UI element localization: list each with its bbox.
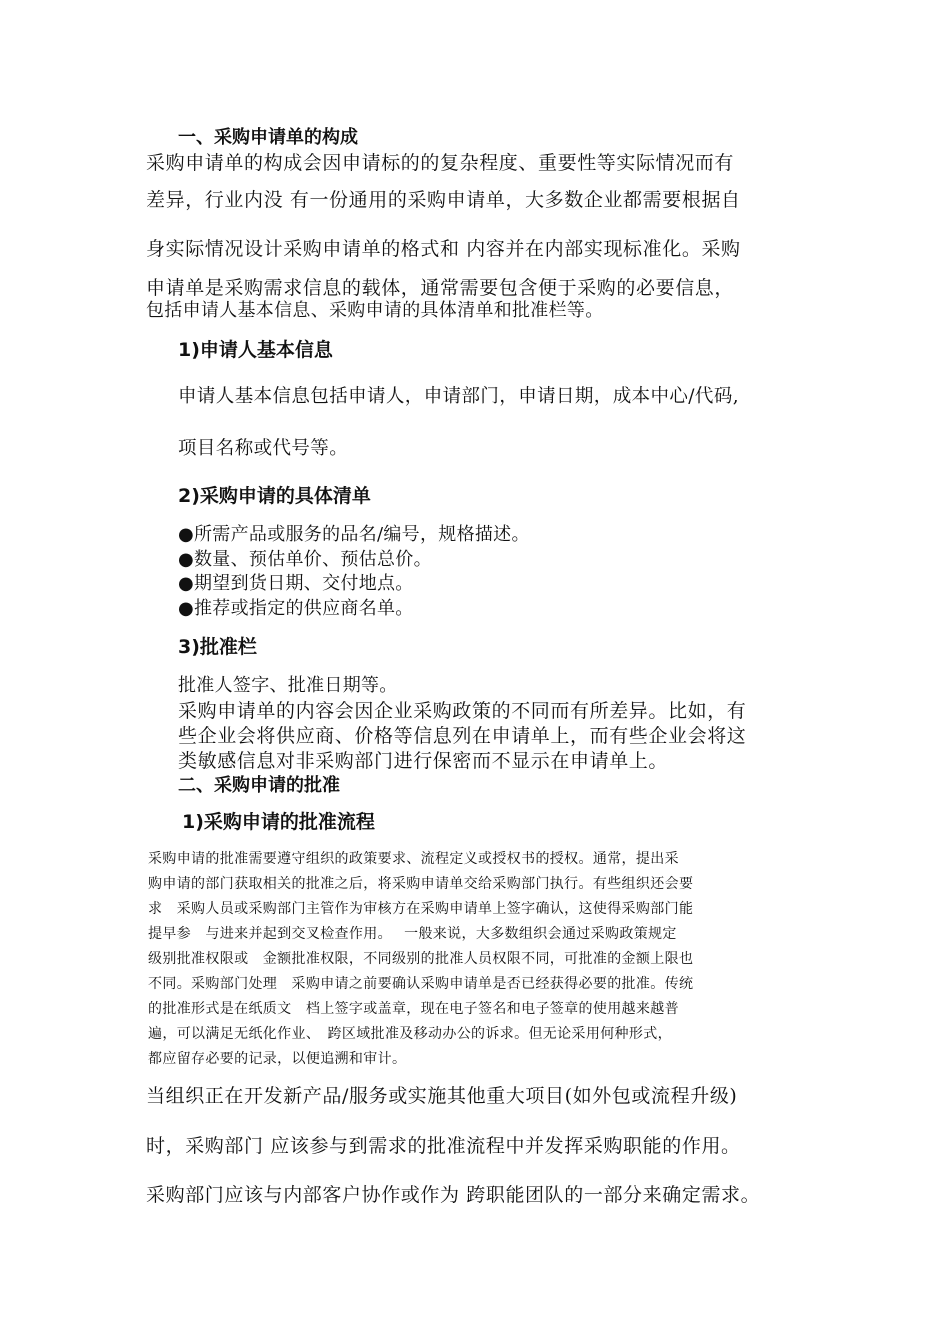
section1-intro-line-4: 申请单是采购需求信息的载体，通常需要包含便于采购的必要信息，	[146, 277, 735, 299]
process-text-line-8: 遍，可以满足无纸化作业、 跨区域批准及移动办公的诉求。但无论采用何种形式，	[148, 1026, 672, 1042]
subsection-applicant-heading: 1)申请人基本信息	[178, 339, 333, 361]
applicant-info-line-1: 申请人基本信息包括申请人，申请部门，申请日期，成本中心/代码,	[178, 386, 740, 407]
approval-line-3: 些企业会将供应商、价格等信息列在申请单上，而有些企业会将这	[178, 725, 747, 747]
bullet-item: ●推荐或指定的供应商名单。	[178, 598, 414, 619]
section1-intro-line-3: 身实际情况设计采购申请单的格式和 内容并在内部实现标准化。采购	[146, 238, 741, 260]
bullet-item: ●期望到货日期、交付地点。	[178, 573, 414, 594]
subsection-list-heading: 2)采购申请的具体清单	[178, 485, 371, 507]
process-text-line-6: 不同。采购部门处理 采购申请之前要确认采购申请单是否已经获得必要的批准。传统	[148, 976, 694, 992]
process-text-line-5: 级别批准权限或 金额批准权限，不同级别的批准人员权限不同，可批准的金额上限也	[148, 951, 694, 967]
applicant-info-line-2: 项目名称或代号等。	[178, 438, 349, 459]
section1-heading: 一、采购申请单的构成	[178, 127, 358, 148]
process-text-line-9: 都应留存必要的记录，以便追溯和审计。	[148, 1051, 407, 1067]
closing-line-2: 时，采购部门 应该参与到需求的批准流程中并发挥采购职能的作用。	[146, 1135, 741, 1157]
bullet-item: ●所需产品或服务的品名/编号，规格描述。	[178, 524, 530, 545]
process-text-line-4: 提早参 与进来并起到交叉检查作用。 一般来说，大多数组织会通过采购政策规定	[148, 926, 677, 942]
process-text-line-1: 采购申请的批准需要遵守组织的政策要求、流程定义或授权书的授权。通常，提出采	[148, 851, 679, 867]
section1-intro-line-2: 差异，行业内没 有一份通用的采购申请单，大多数企业都需要根据自	[146, 189, 741, 211]
subsection-approval-heading: 3)批准栏	[178, 636, 257, 658]
closing-line-1: 当组织正在开发新产品/服务或实施其他重大项目(如外包或流程升级)	[146, 1085, 738, 1107]
approval-line-1: 批准人签字、批准日期等。	[178, 675, 398, 696]
process-text-line-3: 求 采购人员或采购部门主管作为审核方在采购申请单上签字确认，这使得采购部门能	[148, 901, 694, 917]
approval-line-2: 采购申请单的内容会因企业采购政策的不同而有所差异。比如，有	[178, 700, 747, 722]
section1-intro-line-5: 包括申请人基本信息、采购申请的具体清单和批准栏等。	[146, 300, 604, 321]
approval-line-4: 类敏感信息对非采购部门进行保密而不显示在申请单上。	[178, 750, 669, 772]
process-text-line-2: 购申请的部门获取相关的批准之后，将采购申请单交给采购部门执行。有些组织还会要	[148, 876, 694, 892]
section1-intro-line-1: 采购申请单的构成会因申请标的的复杂程度、重要性等实际情况而有	[146, 152, 735, 174]
closing-line-3: 采购部门应该与内部客户协作或作为 跨职能团队的一部分来确定需求。	[146, 1184, 761, 1206]
process-text-line-7: 的批准形式是在纸质文 档上签字或盖章，现在电子签名和电子签章的使用越来越普	[148, 1001, 679, 1017]
bullet-item: ●数量、预估单价、预估总价。	[178, 549, 432, 570]
subsection-approval-process-heading: 1)采购申请的批准流程	[182, 811, 375, 833]
section2-heading: 二、采购申请的批准	[178, 775, 340, 796]
